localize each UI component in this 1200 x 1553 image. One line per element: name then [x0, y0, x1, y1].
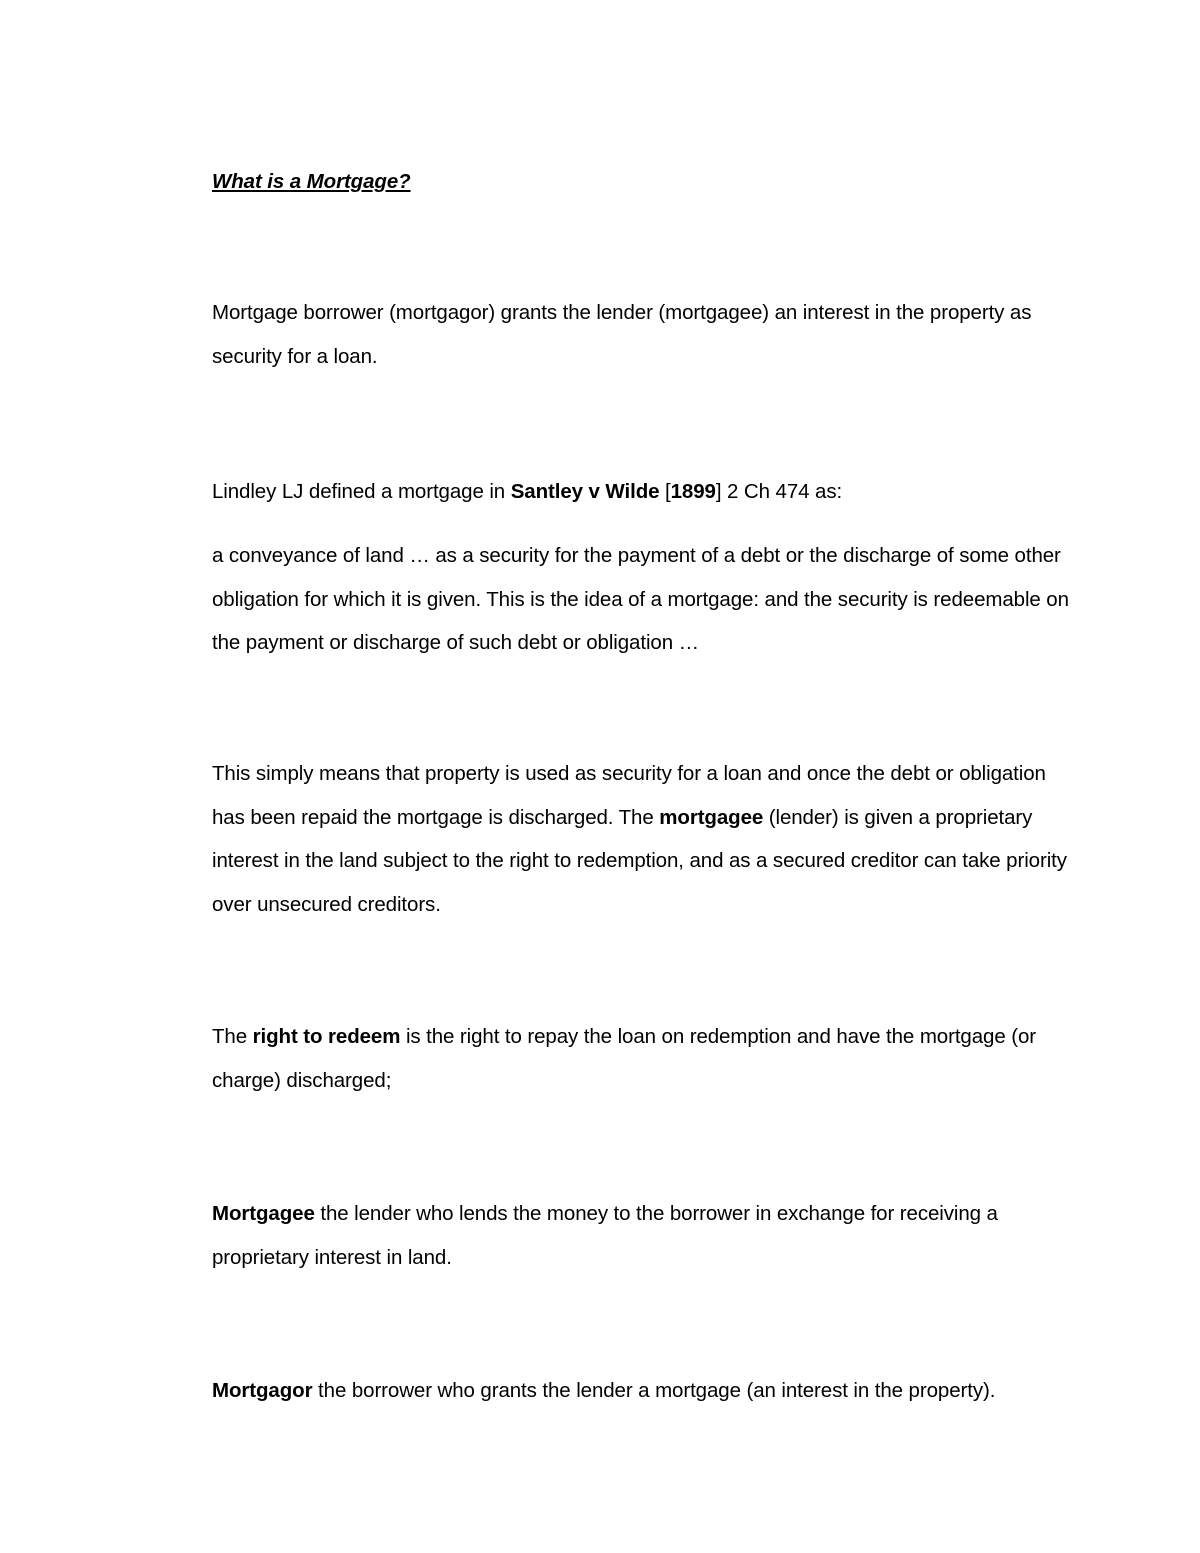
term-right-to-redeem: right to redeem — [252, 1025, 401, 1048]
p4-text-before: This simply means that property is used as security for a loan and once the debt or obligation has been repaid the mortgage is discharged. The — [212, 762, 1046, 829]
paragraph-mortgage-definition: Mortgage borrower (mortgagor) grants the lender (mortgagee) an interest in the property as security for a loan. — [212, 301, 1032, 368]
paragraph-right-to-redeem — [212, 1015, 1072, 1102]
p5-text-after: is the right to repay the loan on redemption and have the mortgage (or charge) discharged; — [212, 1025, 1036, 1092]
term-mortgagor-heading: Mortgagor — [212, 1379, 313, 1402]
p7-text-after: the borrower who grants the lender a mortgage (an interest in the property). — [312, 1379, 996, 1402]
term-mortgagee: mortgagee — [659, 805, 764, 829]
p2-text-middle: [ — [659, 480, 671, 503]
paragraph-explanation — [212, 752, 1072, 926]
quotation-lindley-lj: a conveyance of land … as a security for the payment of a debt or the discharge of some other obligation for which it is given. This is the idea of a mortgage: and the security is redeemable on the payment or discharge of such debt or obligation … — [212, 544, 1069, 654]
case-year: 1899 — [670, 480, 716, 503]
p2-text-before: Lindley LJ defined a mortgage in — [212, 480, 511, 503]
paragraph-mortgagor-definition — [212, 1369, 1112, 1413]
paragraph-santley-v-wilde-intro — [212, 470, 1072, 514]
p2-text-after: ] 2 Ch 474 as: — [715, 480, 843, 503]
p6-text-after: the lender who lends the money to the borrower in exchange for receiving a proprietary interest in land. — [212, 1202, 998, 1269]
p5-text-before: The — [212, 1025, 253, 1048]
document-title: What is a Mortgage? — [212, 170, 411, 193]
paragraph-mortgagee-definition — [212, 1192, 1072, 1279]
term-mortgagee-heading: Mortgagee — [212, 1202, 315, 1225]
p4-text-after: (lender) is given a proprietary interest in the land subject to the right to redemption, and as a secured creditor can take priority over unsecured creditors. — [212, 805, 1067, 916]
case-name: Santley v Wilde — [510, 480, 660, 503]
